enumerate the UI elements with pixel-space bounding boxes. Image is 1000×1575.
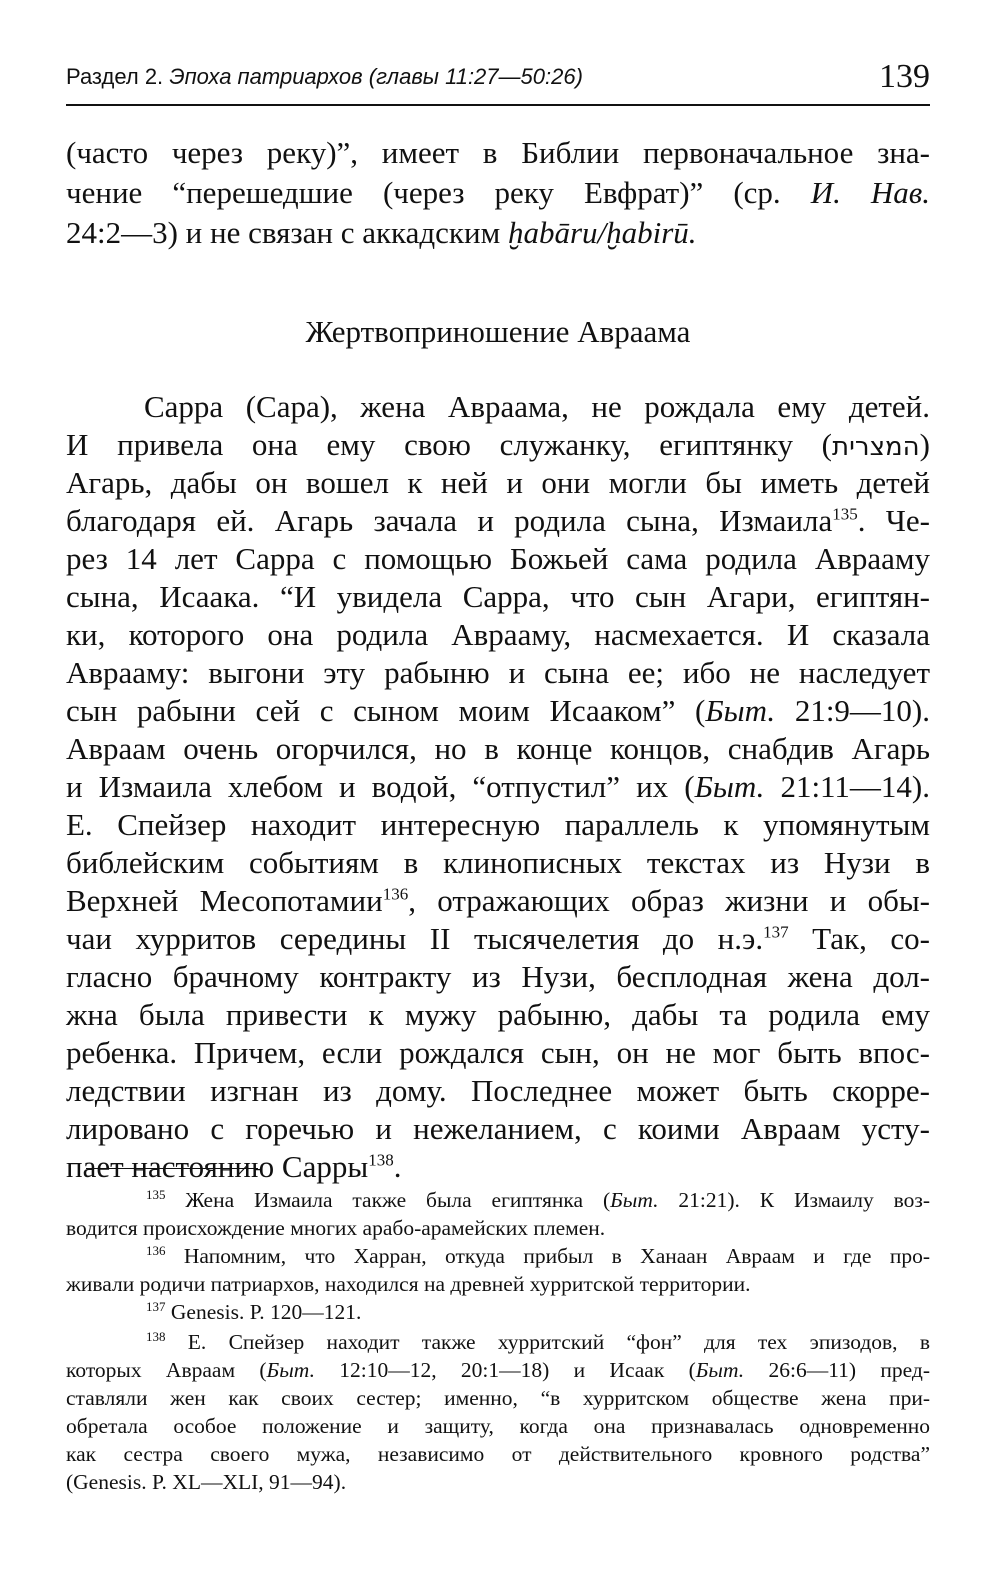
text-line: гласно брачному контракту из Нузи, бесплодная жена дол- [66,959,930,994]
text-line: ледствии изгнан из дому. Последнее может быть скорре- [66,1073,930,1108]
citation: Быт. [610,1188,659,1212]
citation: И. Нав. [810,175,931,210]
footnote-line: водится происхождение многих арабо-арамейских племен. [66,1216,606,1240]
footnote-divider [86,1168,258,1169]
footnote-line: $^{135}$ Жена Измаила также была египтянка (Быт. 21:21). К Измаилу воз- [146,1186,930,1212]
text-line: Агарь, дабы он вошел к ней и они могли бы иметь детей [66,465,930,500]
text-line: чение “перешедшие (через реку Евфрат)” (ср. И. Нав. [66,175,931,210]
citation: Быт. [695,1358,745,1382]
footnote-line: $^{137}$ Genesis. P. 120—121. [146,1298,362,1324]
text-line: Е. Спейзер находит интересную параллель к упомянутым [66,807,930,842]
footnote-number: 136 [146,1242,166,1258]
text-line: И привела она ему свою служанку, египтянку (המצרית) [66,427,930,462]
running-header [66,58,930,106]
footnote-ref: 137 [763,922,789,942]
epoch-title: Эпоха патриархов (главы 11:27—50:26) [169,64,583,89]
text-line: (часто через реку)”, имеет в Библии первоначальное зна- [66,135,930,170]
text-line: Авраам очень огорчился, но в конце концов, снабдив Агарь [66,731,930,766]
footnote-number: 138 [146,1328,166,1344]
text-line: благодаря ей. Агарь зачала и родила сына, Измаила$^{135}$. Че- [66,503,931,538]
citation: Быт. [266,1358,315,1382]
text-line: лировано с горечью и нежеланием, с коими Авраам усту- [66,1111,930,1146]
citation: Быт. [694,769,765,804]
akkadian-term: ḫabāru/ḫabirū. [507,215,697,250]
footnote-line: которых Авраам (Быт. 12:10—12, 20:1—18) и Исаак (Быт. 26:6—11) пред- [66,1358,930,1382]
hebrew-word: המצרית [832,432,920,462]
footnote-line: живали родичи патриархов, находился на древней хурритской территории. [66,1272,751,1296]
footnote-line: $^{136}$ Напомним, что Харран, откуда прибыл в Ханаан Авраам и где про- [146,1242,930,1268]
text-line: и Измаила хлебом и водой, “отпустил” их (Быт. 21:11—14). [66,769,930,804]
text-line: жна была привести к мужу рабыню, дабы та родила ему [66,997,930,1032]
running-title [66,64,583,90]
footnote-number: 135 [146,1186,166,1202]
footnote-ref: 136 [382,884,409,904]
footnote-number: 137 [146,1298,166,1314]
footnote-line: (Genesis. P. XL—XLI, 91—94). [66,1470,347,1494]
text-line: пает настоянию Сарры$^{138}$. [66,1149,402,1184]
footnote-line: как сестра своего мужа, независимо от действительного кровного родства” [66,1442,930,1466]
text-line: Аврааму: выгони эту рабыню и сына ее; ибо не наследует [66,655,930,690]
citation: Быт. [705,693,776,728]
footnote-ref: 135 [832,504,858,524]
text-line: Сарра (Сара), жена Авраама, не рождала ему детей. [144,389,930,424]
footnote-line: обретала особое положение и защиту, когда она признавалась одновременно [66,1414,930,1438]
text-line: ки, которого она родила Аврааму, насмехается. И сказала [66,617,930,652]
footnote-line: ставляли жен как своих сестер; именно, “в хурритском обществе жена при- [66,1386,930,1410]
footnote-line: $^{138}$ Е. Спейзер находит также хурритский “фон” для тех эпизодов, в [146,1328,930,1354]
text-line: библейским событиям в клинописных текстах из Нузи в [66,845,930,880]
text-line: рез 14 лет Сарра с помощью Божьей сама родила Аврааму [66,541,930,576]
text-line: Верхней Месопотамии$^{136}$, отражающих образ жизни и обы- [66,883,930,918]
section-heading: Жертвоприношение Авраама [305,314,691,349]
text-line: сына, Исаака. “И увидела Сарра, что сын Агари, египтян- [66,579,930,614]
page-number: 139 [879,58,930,95]
text-line: чаи хурритов середины II тысячелетия до н.э.$^{137}$ Так, со- [66,921,930,956]
text-line: 24:2—3) и не связан с аккадским ḫabāru/ḫabirū. [66,215,697,250]
section-label: Раздел 2. [66,64,164,89]
text-line: ребенка. Причем, если рождался сын, он не мог быть впос- [66,1035,930,1070]
footnote-ref: 138 [368,1150,394,1170]
text-line: сын рабыни сей с сыном моим Исааком” (Быт. 21:9—10). [66,693,930,728]
